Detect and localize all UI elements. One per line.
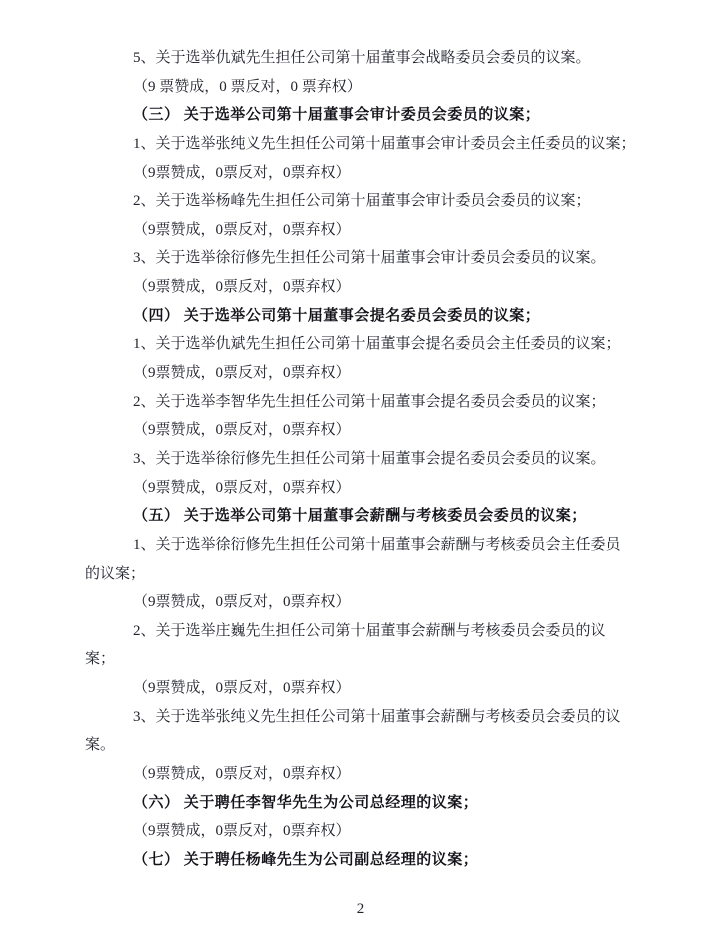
document-line: 5、关于选举仇斌先生担任公司第十届董事会战略委员会委员的议案。 (133, 50, 591, 66)
document-body (85, 44, 645, 875)
document-line: （9票赞成，0票反对，0票弃权） (133, 422, 351, 439)
document-line: 3、关于选举张纯义先生担任公司第十届董事会薪酬与考核委员会委员的议 (133, 708, 621, 725)
section-heading: （四） 关于选举公司第十届董事会提名委员会委员的议案； (133, 307, 541, 324)
section-heading: （六） 关于聘任李智华先生为公司总经理的议案； (133, 794, 479, 811)
page-number: 2 (356, 901, 365, 917)
document-line: 3、关于选举徐衍修先生担任公司第十届董事会提名委员会委员的议案。 (133, 450, 606, 467)
document-line: （9 票赞成，0 票反对，0 票弃权） (133, 78, 362, 95)
section-heading: （三） 关于选举公司第十届董事会审计委员会委员的议案； (133, 107, 541, 124)
document-line: 案。 (85, 737, 116, 754)
document-line: （9票赞成，0票反对，0票弃权） (133, 594, 351, 611)
document-line: （9票赞成，0票反对，0票弃权） (133, 221, 351, 238)
document-line: 1、关于选举仇斌先生担任公司第十届董事会提名委员会主任委员的议案； (133, 336, 621, 353)
document-line: 案； (85, 651, 116, 668)
document-line: 2、关于选举李智华先生担任公司第十届董事会提名委员会委员的议案； (133, 393, 606, 410)
document-line: （9票赞成，0票反对，0票弃权） (133, 479, 351, 496)
document-line: 2、关于选举庄巍先生担任公司第十届董事会薪酬与考核委员会委员的议 (133, 622, 606, 639)
document-line: （9票赞成，0票反对，0票弃权） (133, 365, 351, 382)
document-line: （9票赞成，0票反对，0票弃权） (133, 823, 351, 840)
document-line: 1、关于选举徐衍修先生担任公司第十届董事会薪酬与考核委员会主任委员 (133, 536, 621, 553)
document-line: 的议案； (85, 565, 146, 582)
section-heading: （五） 关于选举公司第十届董事会薪酬与考核委员会委员的议案； (133, 508, 587, 525)
document-line: （9票赞成，0票反对，0票弃权） (133, 279, 351, 296)
section-heading: （七） 关于聘任杨峰先生为公司副总经理的议案； (133, 851, 479, 868)
document-line: （9票赞成，0票反对，0票弃权） (133, 164, 351, 181)
document-line: （9票赞成，0票反对，0票弃权） (133, 766, 351, 783)
document-line: （9票赞成，0票反对，0票弃权） (133, 680, 351, 697)
document-line: 1、关于选举张纯义先生担任公司第十届董事会审计委员会主任委员的议案； (133, 135, 636, 152)
document-line: 2、关于选举杨峰先生担任公司第十届董事会审计委员会委员的议案； (133, 193, 591, 210)
document-line: 3、关于选举徐衍修先生担任公司第十届董事会审计委员会委员的议案。 (133, 250, 606, 267)
